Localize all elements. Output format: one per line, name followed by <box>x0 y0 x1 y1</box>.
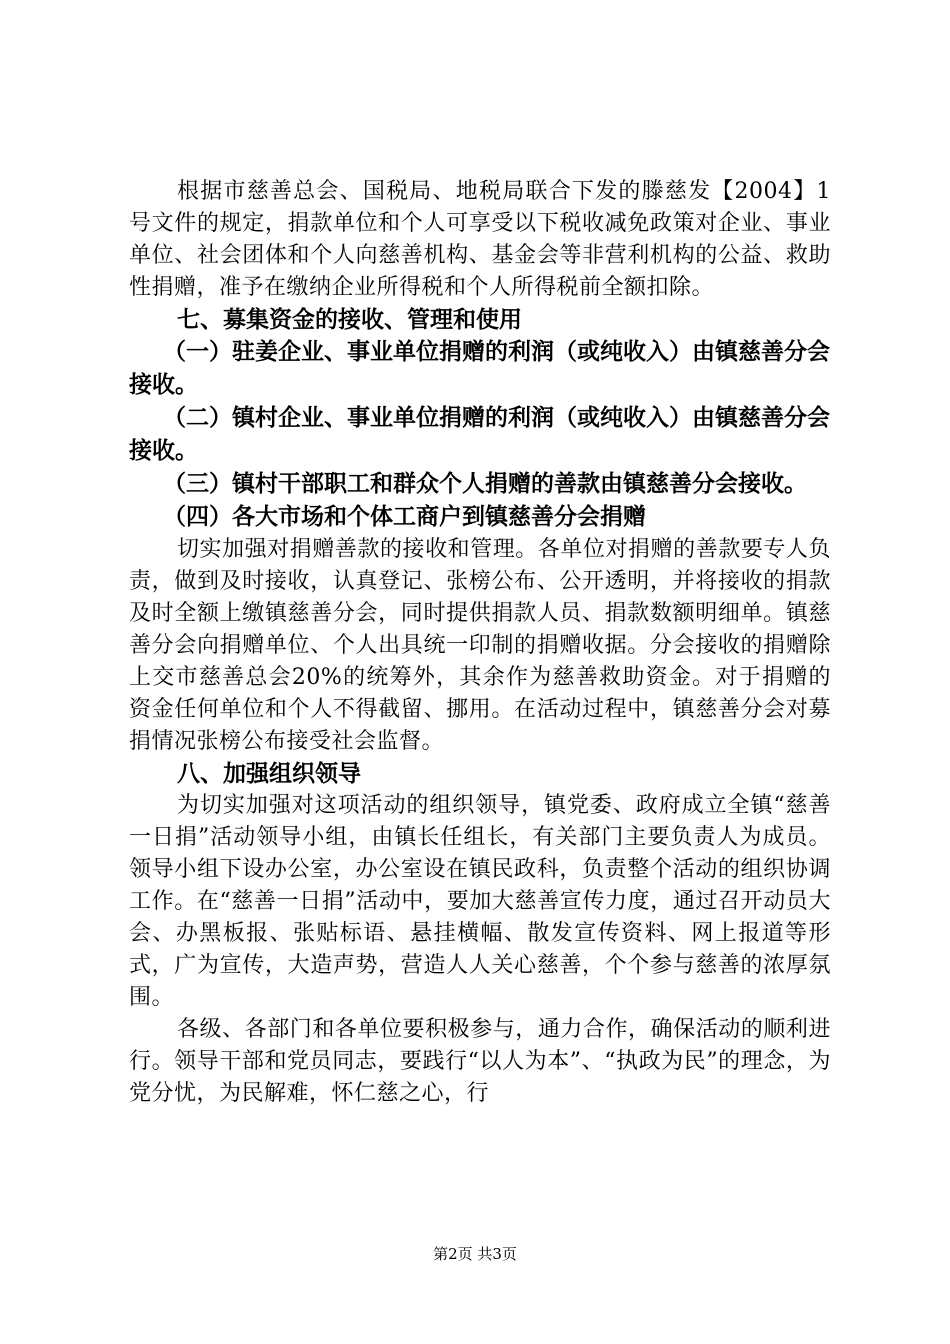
paragraph-tax-policy: 根据市慈善总会、国税局、地税局联合下发的滕慈发【2004】1号文件的规定，捐款单位和个人可享受以下税收减免政策对企业、事业单位、社会团体和个人向慈善机构、基金会等非营利机构的公益、救助性捐赠，准予在缴纳企业所得税和个人所得税前全额扣除。 <box>129 179 831 300</box>
page-footer: 第2页 共3页 <box>433 1245 517 1263</box>
subsection-4: （四）各大市场和个体工商户到镇慈善分会捐赠 <box>163 504 646 530</box>
section-heading-8: 八、加强组织领导 <box>177 761 361 787</box>
paragraph-participation: 各级、各部门和各单位要积极参与，通力合作，确保活动的顺利进行。领导干部和党员同志，要践行“以人为本”、“执政为民”的理念，为党分忧，为民解难，怀仁慈之心，行 <box>129 1017 831 1106</box>
subsection-1: （一）驻姜企业、事业单位捐赠的利润（或纯收入）由镇慈善分会接收。 <box>129 339 830 398</box>
subsection-2: （二）镇村企业、事业单位捐赠的利润（或纯收入）由镇慈善分会接收。 <box>129 405 830 464</box>
paragraph-leadership: 为切实加强对这项活动的组织领导，镇党委、政府成立全镇“慈善一日捐”活动领导小组，由镇长任组长，有关部门主要负责人为成员。领导小组下设办公室，办公室设在镇民政科，负责整个活动的组织协调工作。在“慈善一日捐”活动中，要加大慈善宣传力度，通过召开动员大会、办黑板报、张贴标语、悬挂横幅、散发宣传资料、网上报道等形式，广为宣传，大造声势，营造人人关心慈善，个个参与慈善的浓厚氛围。 <box>129 793 831 1010</box>
section-heading-7: 七、募集资金的接收、管理和使用 <box>177 307 522 333</box>
document-body <box>129 176 831 1110</box>
subsection-3: （三）镇村干部职工和群众个人捐赠的善款由镇慈善分会接收。 <box>163 471 807 497</box>
paragraph-fund-management: 切实加强对捐赠善款的接收和管理。各单位对捐赠的善款要专人负责，做到及时接收，认真登记、张榜公布、公开透明，并将接收的捐款及时全额上缴镇慈善分会，同时提供捐款人员、捐款数额明细单。镇慈善分会向捐赠单位、个人出具统一印制的捐赠收据。分会接收的捐赠除上交市慈善总会20%的统筹外，其余作为慈善救助资金。对于捐赠的资金任何单位和个人不得截留、挪用。在活动过程中，镇慈善分会对募捐情况张榜公布接受社会监督。 <box>129 537 831 754</box>
